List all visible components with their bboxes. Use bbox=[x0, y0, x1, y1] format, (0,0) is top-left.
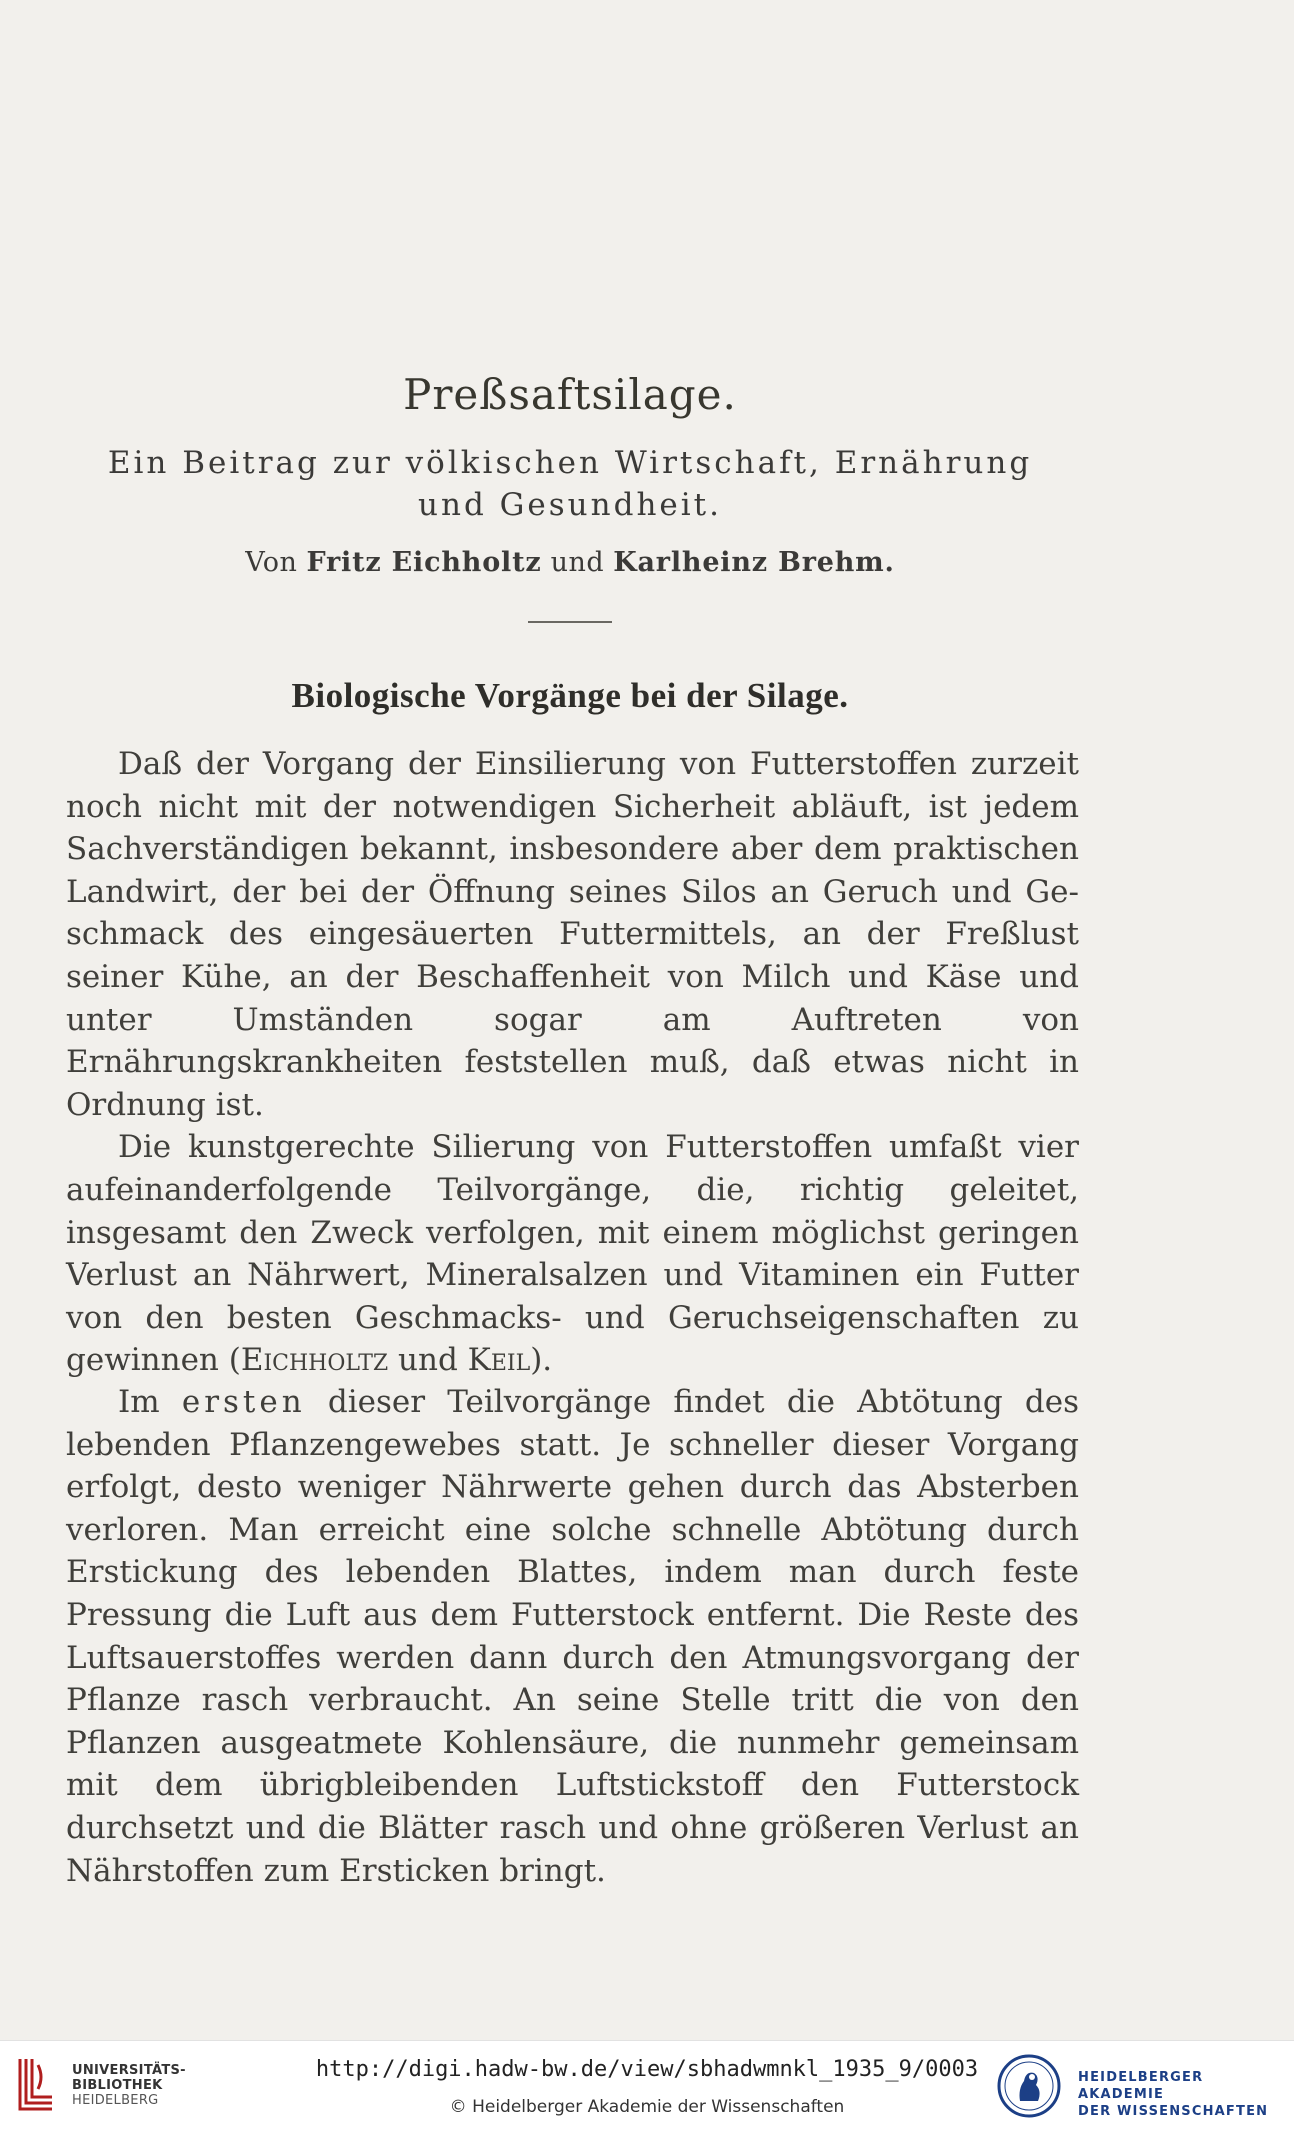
author-prefix: Von bbox=[245, 547, 298, 578]
page-title: Preßsaftsilage. bbox=[403, 370, 737, 419]
hadw-line-2: DER WISSENSCHAFTEN bbox=[1078, 2104, 1269, 2119]
author-conjunction: und bbox=[550, 547, 605, 578]
paragraph-3-lead: Im bbox=[118, 1384, 182, 1420]
hadw-wordmark bbox=[1078, 2069, 1294, 2120]
body-text-block-1 bbox=[66, 743, 1079, 1382]
citation-end: ). bbox=[530, 1342, 553, 1379]
paragraph-1: Daß der Vorgang der Einsilierung von Futterstoffen zurzeit noch nicht mit der notwendigen Sicherheit abläuft, ist jedem Sachverständigen bekannt, insbesondere aber dem praktischen Landwirt, der bei der Öffnung seines Silos an Geruch und Geschmack des eingesäuerten Futtermittels, an der Freßlust seiner Kühe, an der Beschaffenheit von Milch und Käse und unter Umständen sogar am Auftreten von Ernährungskrankheiten feststellen muß, daß etwas nicht in Ordnung ist. bbox=[66, 746, 1079, 1123]
citation-author-1: Eichholtz bbox=[240, 1342, 389, 1379]
hadw-line-1: HEIDELBERGER AKADEMIE bbox=[1078, 2070, 1204, 2102]
subtitle bbox=[100, 442, 1040, 526]
author-1: Fritz Eichholtz bbox=[306, 547, 542, 578]
author-2: Karlheinz Brehm. bbox=[613, 547, 895, 578]
copyright-notice: © Heidelberger Akademie der Wissenschaften bbox=[449, 2097, 845, 2117]
paragraph-3-text: dieser Teilvorgänge findet die Abtötung des lebenden Pflanzengewebes statt. Je schneller dieser Vorgang erfolgt, desto weniger Nährwerte gehen durch das Absterben verloren. Man erreicht eine solche schnelle Abtötung durch Erstickung des lebenden Blattes, indem man durch feste Pressung die Luft aus dem Futterstock entfernt. Die Reste des Luftsauerstoffes werden dann durch den Atmungsvorgang der Pflanze rasch verbraucht. An seine Stelle tritt die von den Pflanzen ausgeatmete Kohlensäure, die nunmehr gemeinsam mit dem übrigbleibenden Luftstickstoff den Futterstock durchsetzt und die Blätter rasch und ohne größeren Verlust an Nährstoffen zum Ersticken bringt. bbox=[66, 1384, 1079, 1889]
ub-line-2: BIBLIOTHEK bbox=[72, 2078, 163, 2093]
body-text-block-2 bbox=[66, 1381, 1079, 1892]
citation-and: und bbox=[388, 1342, 468, 1379]
ub-line-1: UNIVERSITÄTS- bbox=[72, 2063, 186, 2078]
ub-line-3: HEIDELBERG bbox=[72, 2093, 159, 2108]
section-heading: Biologische Vorgänge bei der Silage. bbox=[291, 676, 849, 715]
emphasis-ersten: ersten bbox=[181, 1384, 306, 1420]
divider bbox=[528, 621, 612, 623]
paragraph-2 bbox=[66, 1126, 1079, 1382]
paragraph-3 bbox=[66, 1381, 1079, 1892]
permalink-url[interactable]: http://digi.hadw-bw.de/view/sbhadwmnkl_1935_9/0003 bbox=[315, 2057, 979, 2082]
citation-author-2: Keil bbox=[467, 1342, 531, 1379]
subtitle-line-1: Ein Beitrag zur völkischen Wirtschaft, Ernährung bbox=[107, 445, 1033, 481]
subtitle-line-2: und Gesundheit. bbox=[418, 487, 722, 523]
hadw-seal-icon bbox=[996, 2053, 1062, 2119]
paragraph-2-text: Die kunstgerechte Silierung von Futterstoffen umfaßt vier aufeinanderfolgende Teilvorgänge, die, richtig geleitet, insgesamt den Zweck verfolgen, mit einem möglichst geringen Verlust an Nährwert, Mineralsalzen und Vitaminen ein Futter von den besten Geschmacks- und Geruchseigenschaften zu gewinnen ( bbox=[66, 1129, 1079, 1379]
author-line bbox=[0, 547, 1140, 578]
footer-bar bbox=[0, 2040, 1294, 2129]
